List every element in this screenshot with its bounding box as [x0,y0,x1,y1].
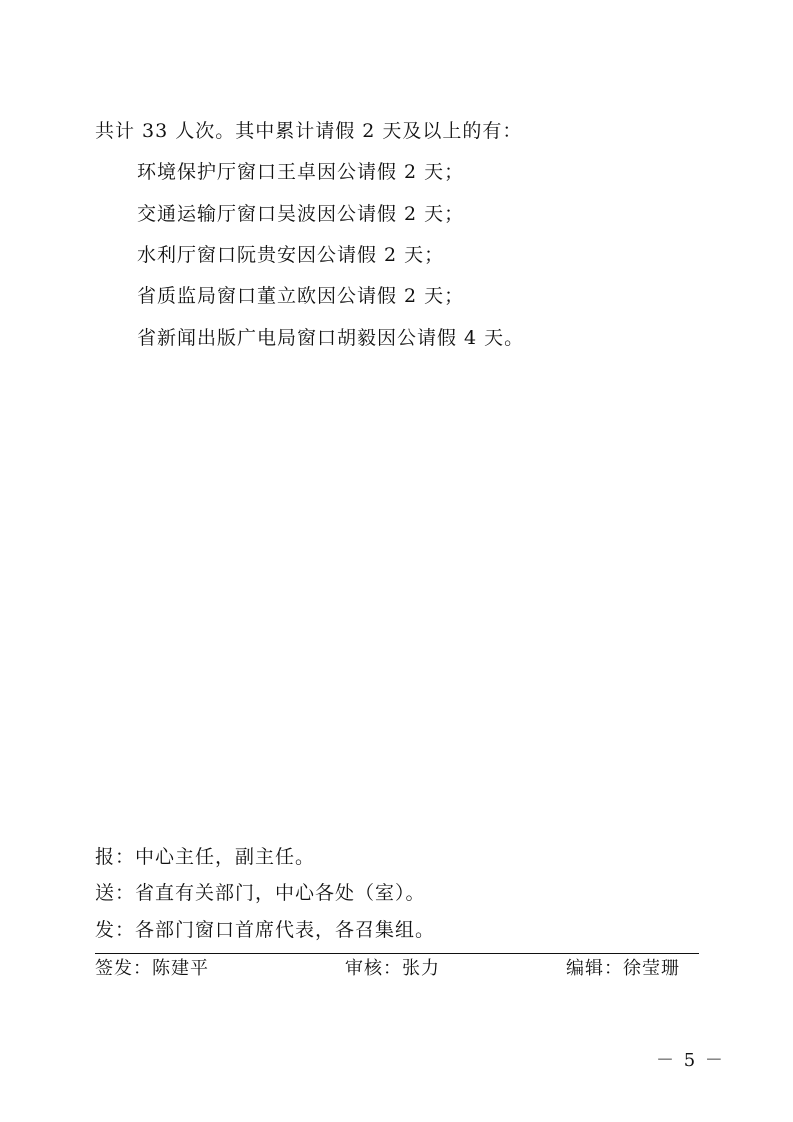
editor-signature: 编辑：徐莹珊 [566,958,680,979]
issue-to-line: 发：各部门窗口首席代表，各召集组。 [95,919,436,941]
leave-item-2: 交通运输厅窗口吴波因公请假 2 天； [137,203,465,225]
reviewer-signature: 审核：张力 [345,958,440,979]
report-to-line: 报：中心主任，副主任。 [95,846,316,868]
page-number: － 5 － [656,1050,725,1071]
issuer-signature: 签发：陈建平 [95,958,209,979]
send-to-line: 送：省直有关部门，中心各处（室）。 [95,882,426,904]
leave-item-3: 水利厅窗口阮贵安因公请假 2 天； [137,244,445,266]
leave-item-5: 省新闻出版广电局窗口胡毅因公请假 4 天。 [137,327,525,349]
leave-item-1: 环境保护厅窗口王卓因公请假 2 天； [137,161,465,183]
signature-divider [95,953,699,954]
leave-item-4: 省质监局窗口董立欧因公请假 2 天； [137,285,465,307]
intro-paragraph: 共计 33 人次。其中累计请假 2 天及以上的有： [95,120,523,142]
